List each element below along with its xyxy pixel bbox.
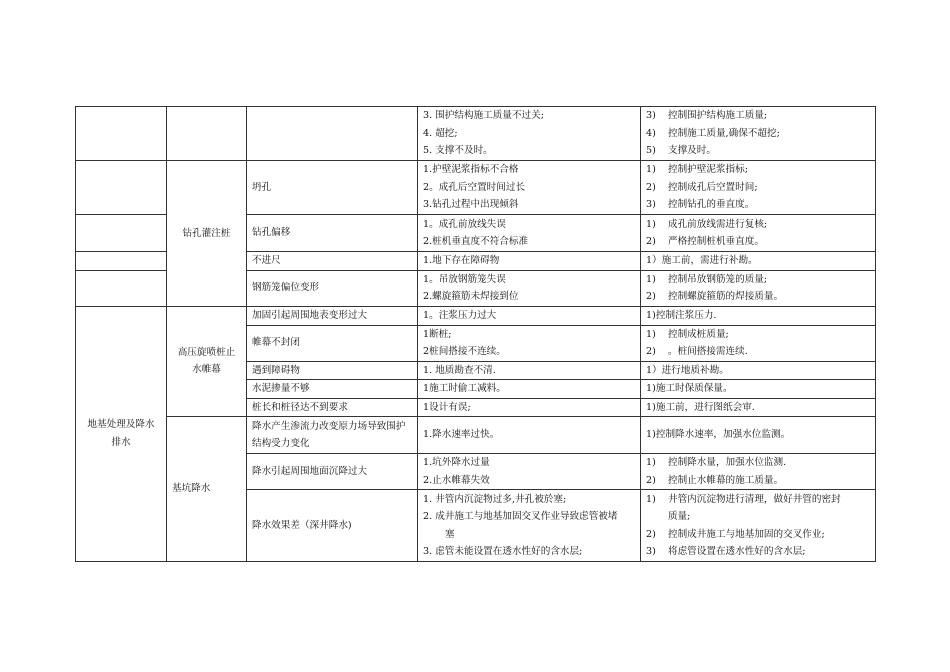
risk-cell: 钻孔偏移 [247,215,418,252]
category-cell-empty [76,252,167,271]
category-cell: 地基处理及降水 排水 [76,306,167,562]
risk-cell: 遇到障碍物 [247,361,418,380]
subcategory-cell: 高压旋喷桩止 水帷幕 [167,306,247,417]
cause-cell: 1。成孔前放线失误 2.桩机垂直度不符合标准 [418,215,641,252]
risk-cell: 加固引起周围地表变形过大 [247,306,418,325]
measure-cell: 1)施工前，进行图纸会审. [641,398,876,417]
measure-cell: 1) 成孔前放线需进行复核; 2) 严格控制桩机垂直度。 [641,215,876,252]
cause-cell: 1。注浆压力过大 [418,306,641,325]
measure-cell: 1) 井管内沉淀物进行清理，做好井管的密封 质量; 2) 控制成井施工与地基加固的交叉作业; 3) 将虑管设置在透水性好的含水层; [641,490,876,562]
cause-cell: 1.地下存在障碍物 [418,252,641,271]
table-row [76,161,876,215]
measure-cell: 1) 控制护壁泥浆指标; 2) 控制成孔后空置时间; 3) 控制钻孔的垂直度。 [641,161,876,215]
measure-cell: 1) 控制降水量，加强水位监测. 2) 控制止水帷幕的施工质量。 [641,454,876,490]
category-cell-empty [76,215,167,252]
cause-cell: 1。吊放钢筋笼失误 2.螺旋箍筋未焊接到位 [418,270,641,306]
risk-cell: 不进尺 [247,252,418,271]
cause-cell: 1. 井管内沉淀物过多,井孔被於塞; 2. 成井施工与地基加固交叉作业导致虑管被堵 塞 3. 虑管未能设置在透水性好的含水层; [418,490,641,562]
risk-cell: 降水产生渗流力改变原力场导致围护结构受力变化 [247,417,418,454]
measure-cell: 1）施工前，需进行补勘。 [641,252,876,271]
cause-cell: 1.护壁泥浆指标不合格 2。成孔后空置时间过长 3.钻孔过程中出现倾斜 [418,161,641,215]
measure-cell: 1）进行地质补勘。 [641,361,876,380]
table-row [76,107,876,161]
category-cell-empty [76,161,167,215]
subcategory-cell-continued [167,107,247,161]
measure-cell: 1)控制注浆压力. [641,306,876,325]
risk-cell: 钢筋笼偏位变形 [247,270,418,306]
measure-cell: 1) 控制吊放钢筋笼的质量; 2) 控制螺旋箍筋的焊接质量。 [641,270,876,306]
risk-cell: 降水引起周围地面沉降过大 [247,454,418,490]
cause-cell: 1.坑外降水过量 2.止水帷幕失效 [418,454,641,490]
risk-table [75,106,876,562]
cause-cell: 1断桩; 2桩间搭接不连续。 [418,325,641,361]
category-cell-empty [76,270,167,306]
cause-cell: 1施工时偷工减料。 [418,380,641,399]
category-cell-continued [76,107,167,161]
cause-cell: 1. 地质勘查不清. [418,361,641,380]
table-row [76,306,876,325]
risk-cell: 帷幕不封闭 [247,325,418,361]
measure-cell: 1)控制降水速率，加强水位监测。 [641,417,876,454]
measure-cell: 1)施工时保质保量。 [641,380,876,399]
measure-cell: 3) 控制围护结构施工质量; 4) 控制施工质量,确保不超挖; 5) 支撑及时。 [641,107,876,161]
table-row [76,417,876,454]
risk-cell: 桩长和桩径达不到要求 [247,398,418,417]
cause-cell: 1设计有误; [418,398,641,417]
measure-cell: 1) 控制成桩质量; 2) 。桩间搭接需连续. [641,325,876,361]
cause-cell: 3. 围护结构施工质量不过关; 4. 超挖; 5. 支撑不及时。 [418,107,641,161]
risk-cell [247,107,418,161]
cause-cell: 1.降水速率过快。 [418,417,641,454]
risk-cell: 水泥掺量不够 [247,380,418,399]
subcategory-cell: 钻孔灌注桩 [167,161,247,307]
subcategory-cell: 基坑降水 [167,417,247,562]
risk-cell: 降水效果差（深井降水) [247,490,418,562]
risk-cell: 坍孔 [247,161,418,215]
